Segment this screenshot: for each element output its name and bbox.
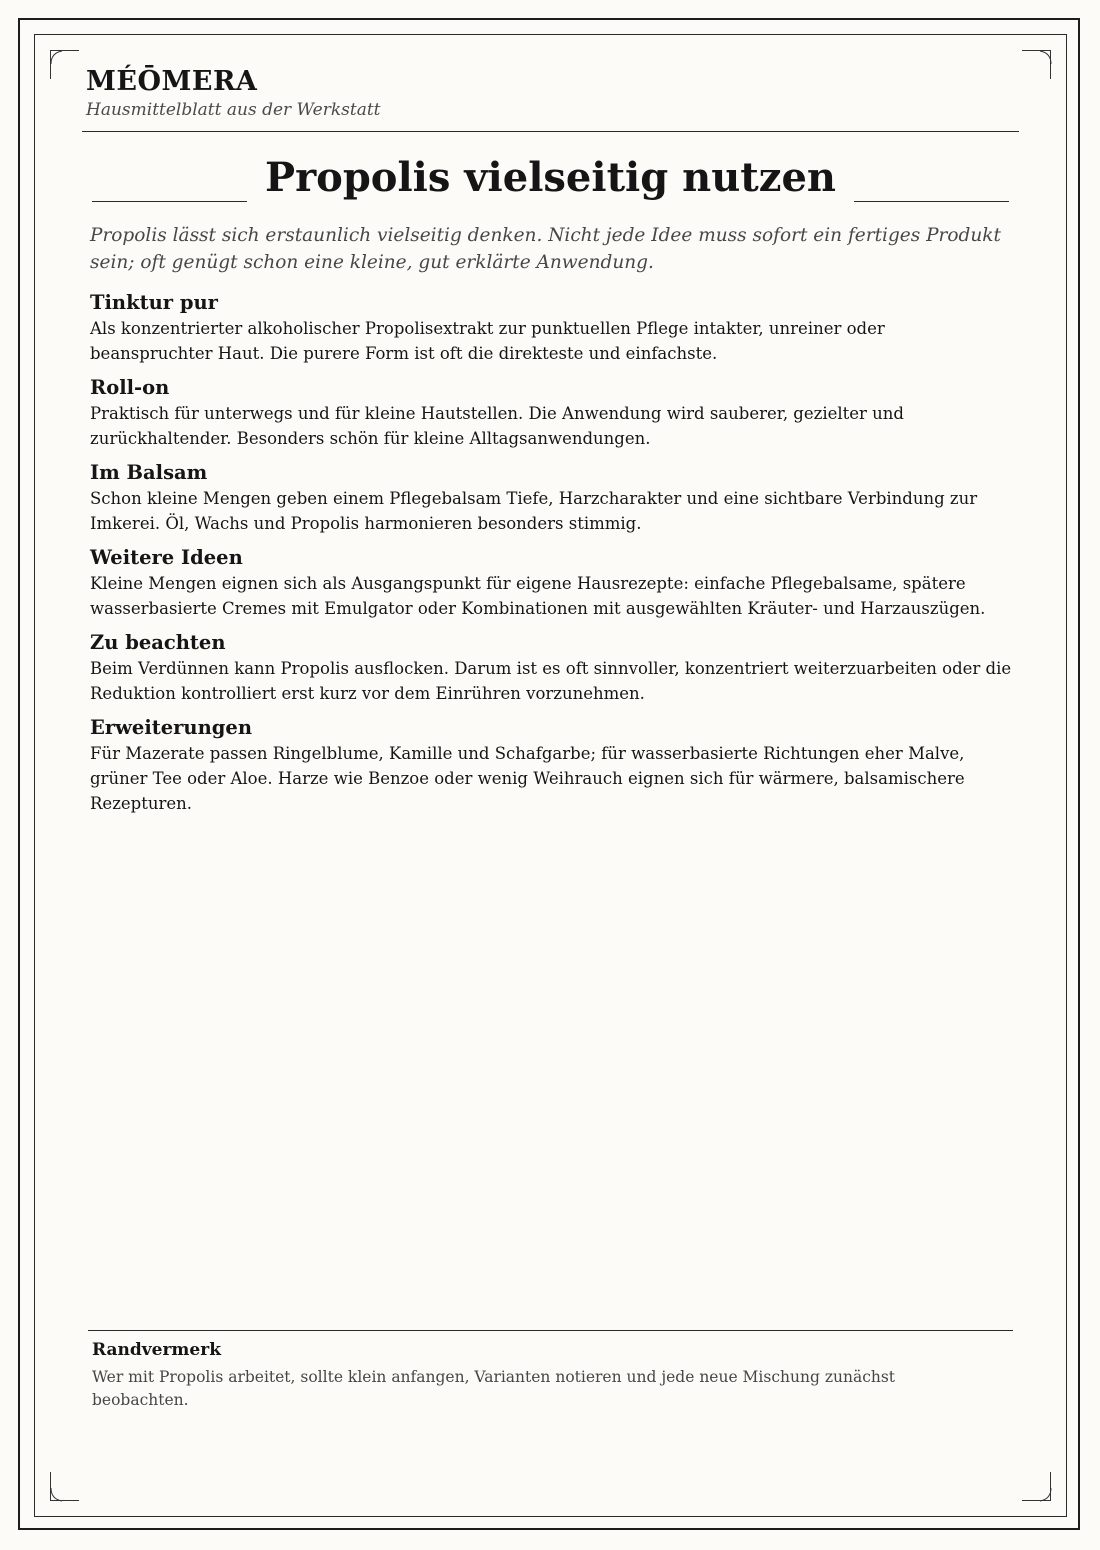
section-zu-beachten: [90, 630, 1012, 706]
header-divider: [82, 131, 1019, 132]
page-title: Propolis vielseitig nutzen: [265, 154, 837, 201]
section-erweiterungen: [90, 715, 1012, 816]
corner-curl-top-right-icon: [1022, 50, 1052, 80]
brand-tagline: Hausmittelblatt aus der Werkstatt: [86, 100, 381, 120]
title-row: [92, 150, 1009, 206]
section-heading: Tinktur pur: [90, 291, 218, 314]
section-text: Praktisch für unterwegs und für kleine Hautstellen. Die Anwendung wird sauberer, gezielter und zurückhaltender. Besonders schön für kleine Alltagsanwendungen.: [90, 404, 904, 448]
section-text: Für Mazerate passen Ringelblume, Kamille und Schafgarbe; für wasserbasierte Richtungen eher Malve, grüner Tee oder Aloe. Harze wie Benzoe oder wenig Weihrauch eignen sich für wärmere, balsamischere Rezepturen.: [90, 744, 965, 813]
section-text: Schon kleine Mengen geben einem Pflegebalsam Tiefe, Harzcharakter und eine sichtbare Verbindung zur Imkerei. Öl, Wachs und Propolis harmonieren besonders stimmig.: [90, 489, 978, 533]
section-tinktur-pur: [90, 290, 1012, 366]
section-text: Beim Verdünnen kann Propolis ausflocken. Darum ist es oft sinnvoller, konzentriert weiterzuarbeiten oder die Reduktion kontrolliert erst kurz vor dem Einrühren vorzunehmen.: [90, 659, 1012, 703]
section-heading: Roll-on: [90, 376, 170, 399]
intro-paragraph: Propolis lässt sich erstaunlich vielseitig denken. Nicht jede Idee muss sofort ein fertiges Produkt sein; oft genügt schon eine kleine, gut erklärte Anwendung.: [90, 225, 1001, 273]
section-weitere-ideen: [90, 545, 1012, 621]
section-heading: Erweiterungen: [90, 716, 252, 739]
section-roll-on: [90, 375, 1012, 451]
section-heading: Im Balsam: [90, 461, 208, 484]
margin-note-heading: Randvermerk: [92, 1340, 221, 1360]
sections-list: [90, 290, 1012, 825]
footer-divider: [88, 1330, 1013, 1331]
section-text: Als konzentrierter alkoholischer Propolisextrakt zur punktuellen Pflege intakter, unreiner oder beanspruchter Haut. Die purere Form ist oft die direkteste und einfachste.: [90, 319, 885, 363]
corner-curl-top-left-icon: [50, 50, 80, 80]
section-heading: Weitere Ideen: [90, 546, 243, 569]
section-text: Kleine Mengen eignen sich als Ausgangspunkt für eigene Hausrezepte: einfache Pflegebalsame, spätere wasserbasierte Cremes mit Emulgator oder Kombinationen mit ausgewählten Kräuter- und Harzauszügen.: [90, 574, 986, 618]
margin-note-text: Wer mit Propolis arbeitet, sollte klein anfangen, Varianten notieren und jede neue Mischung zunächst beobachten.: [92, 1368, 896, 1409]
corner-curl-bottom-left-icon: [50, 1472, 80, 1502]
brand-name: MÉŌMERA: [86, 66, 258, 97]
title-rule-left: [92, 201, 247, 202]
corner-curl-bottom-right-icon: [1022, 1472, 1052, 1502]
title-rule-right: [854, 201, 1009, 202]
section-heading: Zu beachten: [90, 631, 226, 654]
section-im-balsam: [90, 460, 1012, 536]
